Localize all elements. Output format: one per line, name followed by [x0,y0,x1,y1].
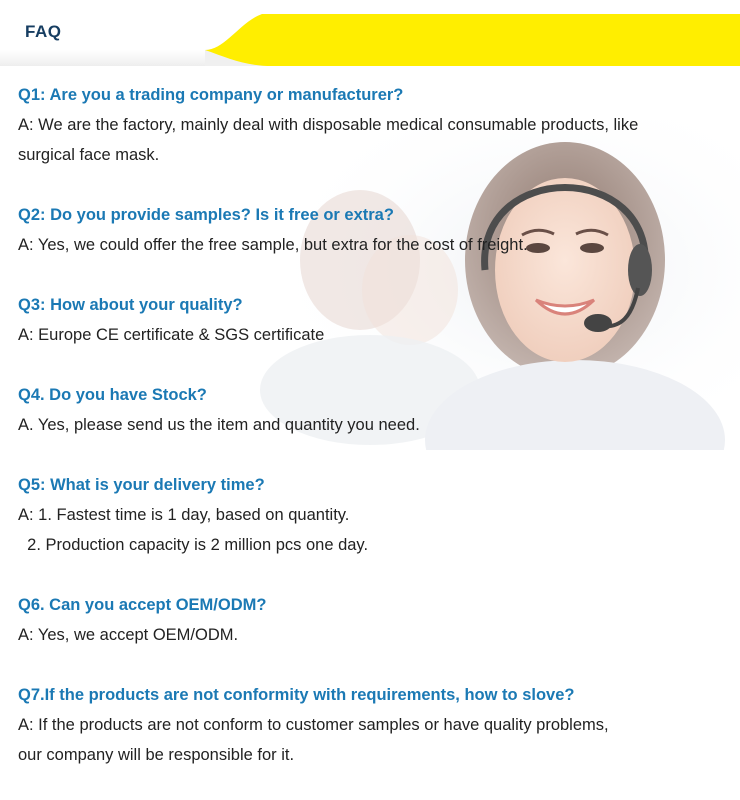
faq-item-3 [18,290,733,350]
faq-item-5 [18,470,733,560]
answer-1-line-2: surgical face mask. [18,146,160,164]
yellow-swoosh [205,14,740,66]
header-band [0,0,740,66]
answer-6-line-1: A: Yes, we accept OEM/ODM. [18,626,239,644]
question-3: Q3: How about your quality? [18,296,243,314]
question-6: Q6. Can you accept OEM/ODM? [18,596,267,614]
faq-item-2 [18,200,733,260]
faq-item-4 [18,380,733,440]
answer-5-line-1: A: 1. Fastest time is 1 day, based on quantity. [18,506,350,524]
question-4: Q4. Do you have Stock? [18,386,207,404]
question-2: Q2: Do you provide samples? Is it free or extra? [18,206,394,224]
answer-7-line-1: A: If the products are not conform to customer samples or have quality problems, [18,716,609,734]
answer-1-line-1: A: We are the factory, mainly deal with disposable medical consumable products, like [18,116,639,134]
faq-list [18,80,733,800]
page-title: FAQ [25,22,62,41]
faq-header [0,0,740,66]
question-5: Q5: What is your delivery time? [18,476,265,494]
answer-5-line-2: 2. Production capacity is 2 million pcs one day. [18,536,369,554]
answer-4-line-1: A. Yes, please send us the item and quantity you need. [18,416,420,434]
question-1: Q1: Are you a trading company or manufacturer? [18,86,404,104]
answer-7-line-2: our company will be responsible for it. [18,746,295,764]
faq-item-7 [18,680,733,770]
question-7: Q7.If the products are not conformity with requirements, how to slove? [18,686,575,704]
faq-item-1 [18,80,733,170]
answer-2-line-1: A: Yes, we could offer the free sample, but extra for the cost of freight. [18,236,528,254]
faq-item-6 [18,590,733,650]
answer-3-line-1: A: Europe CE certificate & SGS certificate [18,326,325,344]
